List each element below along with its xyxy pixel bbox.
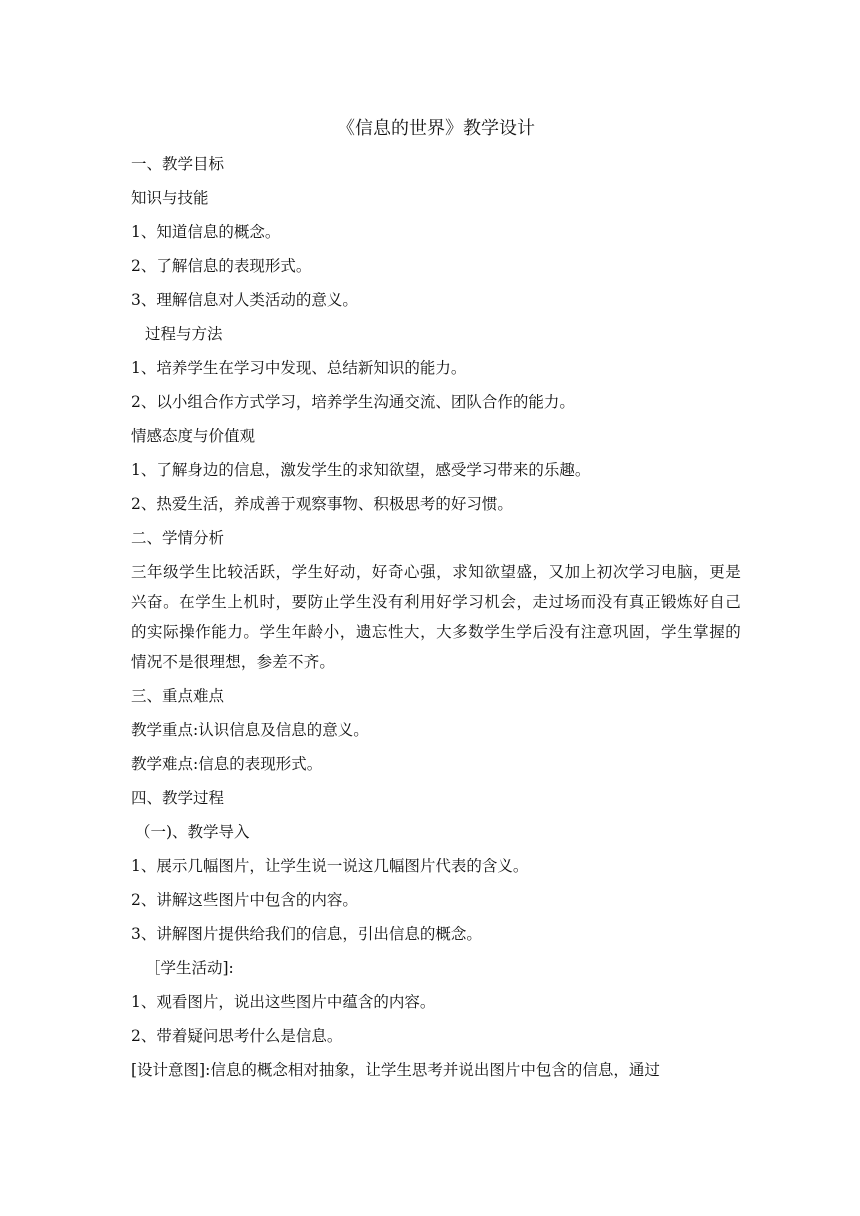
section-heading-key-points: 三、重点难点 — [131, 687, 225, 705]
design-intent-line: [设计意图]:信息的概念相对抽象，让学生思考并说出图片中包含的信息，通过 — [131, 1061, 660, 1079]
subheading-attitude-values: 情感态度与价值观 — [131, 427, 256, 445]
list-item: 1、培养学生在学习中发现、总结新知识的能力。 — [131, 359, 467, 377]
subheading-introduction: （一)、教学导入 — [135, 823, 250, 841]
list-item: 2、热爱生活，养成善于观察事物、积极思考的好习惯。 — [131, 495, 513, 513]
list-item: 2、以小组合作方式学习，培养学生沟通交流、团队合作的能力。 — [131, 393, 575, 411]
list-item: 1、了解身边的信息，激发学生的求知欲望，感受学习带来的乐趣。 — [131, 461, 591, 479]
subheading-knowledge-skills: 知识与技能 — [131, 189, 209, 207]
document-title: 《信息的世界》教学设计 — [337, 118, 535, 139]
list-item: 2、了解信息的表现形式。 — [131, 257, 312, 275]
list-item: 1、观看图片，说出这些图片中蕴含的内容。 — [131, 993, 436, 1011]
key-point-difficulty: 教学难点:信息的表现形式。 — [131, 755, 323, 773]
subheading-process-method: 过程与方法 — [145, 325, 223, 343]
list-item: 1、展示几幅图片，让学生说一说这几幅图片代表的含义。 — [131, 857, 529, 875]
list-item: 2、讲解这些图片中包含的内容。 — [131, 891, 358, 909]
subheading-student-activity: ［学生活动]: — [145, 959, 234, 977]
section-heading-process: 四、教学过程 — [131, 789, 225, 807]
list-item: 2、带着疑问思考什么是信息。 — [131, 1027, 343, 1045]
list-item: 1、知道信息的概念。 — [131, 223, 281, 241]
section-heading-objectives: 一、教学目标 — [131, 155, 225, 173]
list-item: 3、理解信息对人类活动的意义。 — [131, 291, 358, 309]
document-body — [131, 115, 741, 1087]
key-point-focus: 教学重点:认识信息及信息的意义。 — [131, 721, 369, 739]
analysis-paragraph: 三年级学生比较活跃，学生好动，好奇心强，求知欲望盛，又加上初次学习电脑，更是兴奋。在学生上机时，要防止学生没有利用好学习机会，走过场而没有真正锻炼好自己的实际操作能力。学生年龄小，遗忘性大，大多数学生学后没有注意巩固，学生掌握的情况不是很理想，参差不齐。 — [131, 563, 741, 671]
list-item: 3、讲解图片提供给我们的信息，引出信息的概念。 — [131, 925, 482, 943]
section-heading-analysis: 二、学情分析 — [131, 529, 225, 547]
